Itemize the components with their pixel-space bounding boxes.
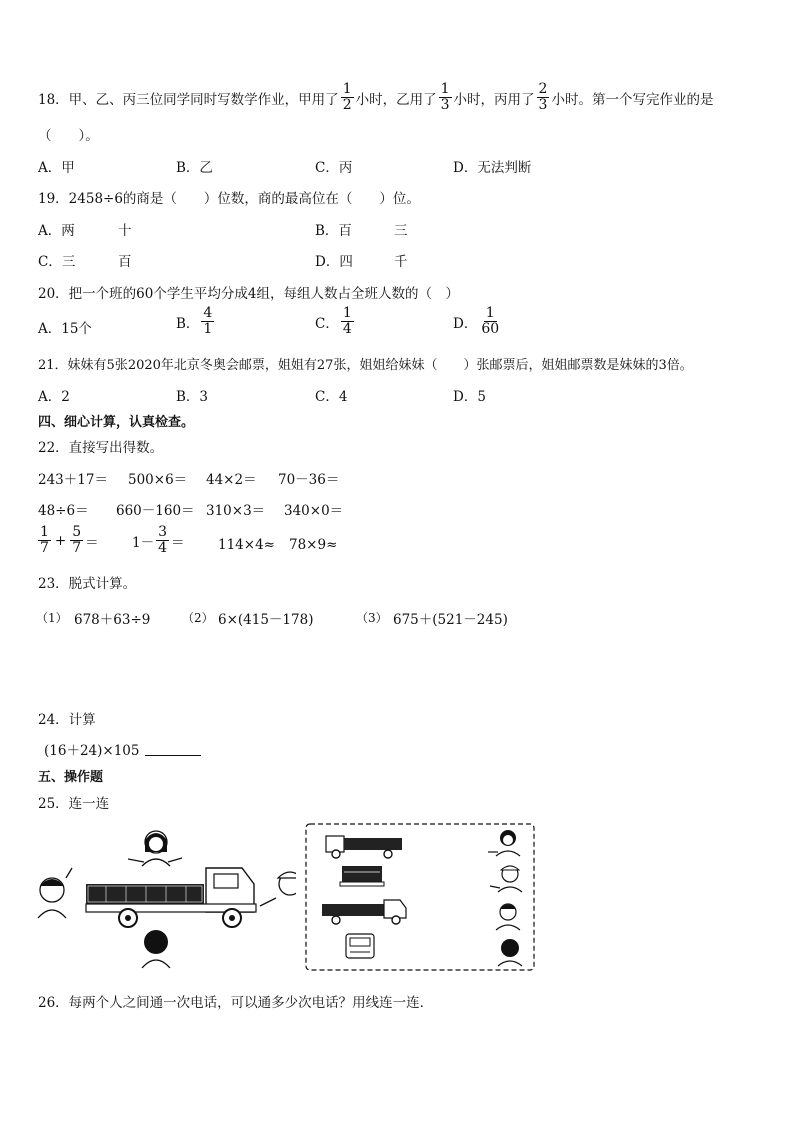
q25-truck-scene	[36, 822, 296, 972]
truck-side-view	[86, 868, 256, 927]
q20-c-num: 1	[342, 305, 352, 321]
q19-option-a: A．两	[38, 223, 75, 239]
view-truck-side-2	[322, 900, 406, 924]
q20-b-den: 1	[203, 321, 213, 337]
q18-option-b: B．乙	[176, 160, 213, 176]
q20-d-den: 60	[481, 321, 500, 337]
boy-left-figure	[38, 868, 72, 918]
q22-r1-b: 500×6＝	[128, 472, 188, 488]
q22-plus: +	[54, 532, 67, 549]
q18-f1-den: 2	[342, 97, 352, 113]
q19-option-b-word: 三	[394, 223, 408, 239]
q24-title: 24．计算	[38, 712, 96, 728]
q26-title: 26．每两个人之间通一次电话，可以通多少次电话？用线连一连．	[38, 995, 434, 1011]
q22-r1-a: 243＋17＝	[38, 472, 108, 488]
q25-title: 25．连一连	[38, 796, 110, 812]
q22-r2-a: 48÷6＝	[38, 503, 89, 519]
q18-part2: 小时，乙用了	[355, 91, 437, 108]
view-person-3-icon	[496, 904, 520, 930]
view-truck-side-1	[326, 836, 402, 858]
view-truck-back	[340, 866, 384, 886]
q22-r3-d: 78×9≈	[289, 537, 338, 553]
q22-title: 22．直接写出得数。	[38, 440, 164, 456]
q24-expression-row	[44, 739, 201, 759]
q19-option-a-word: 十	[118, 223, 132, 239]
q20-b-num: 4	[203, 305, 213, 321]
q22-f1-den: 7	[40, 540, 49, 556]
q18-option-d: D．无法判断	[453, 160, 532, 176]
q18-f3-num: 2	[538, 81, 548, 97]
q23-item1-expr: 678＋63÷9	[74, 612, 151, 628]
q22-r2-c: 310×3＝	[206, 503, 266, 519]
girl-bottom-figure	[142, 930, 170, 968]
q23-title: 23．脱式计算。	[38, 576, 137, 592]
q25-views-box	[304, 822, 536, 972]
boy-right-figure	[260, 872, 296, 906]
q23-item3-label: （3）	[356, 611, 388, 625]
q20-option-c-fraction	[341, 306, 354, 337]
q20-text: 20．把一个班的60个学生平均分成4组，每组人数占全班人数的（ ）	[38, 286, 459, 302]
q18-fraction-bing	[537, 82, 550, 113]
q18-part4: 小时。第一个写完作业的是	[551, 91, 714, 108]
view-person-2-icon	[490, 866, 522, 892]
girl-top-figure	[128, 831, 182, 866]
q22-frac-1-7	[38, 525, 51, 556]
q20-option-c	[315, 306, 356, 337]
q23-item2-expr: 6×(415－178)	[218, 612, 314, 628]
q22-one-minus: 1－	[132, 534, 155, 551]
q20-option-d-fraction	[479, 306, 501, 337]
q24-expr: (16＋24)×105	[44, 743, 140, 759]
q20-option-b-letter: B．	[176, 315, 200, 332]
q18-f2-num: 1	[440, 81, 450, 97]
q20-c-den: 4	[342, 321, 352, 337]
q20-option-d	[453, 306, 503, 337]
q20-d-num: 1	[485, 305, 495, 321]
q19-option-d-word: 千	[394, 254, 408, 270]
q22-r1-c: 44×2＝	[206, 472, 257, 488]
q23-item3-expr: 675＋(521－245)	[393, 612, 508, 628]
q22-frac-3-4	[156, 525, 169, 556]
section4-heading: 四、细心计算，认真检查。	[38, 415, 195, 430]
q18-option-a: A．甲	[38, 160, 75, 176]
q18-f2-den: 3	[440, 97, 450, 113]
q19-option-d: D．四	[315, 254, 353, 270]
q23-item2-label: （2）	[182, 611, 214, 625]
q22-r3-fraction-sum	[36, 525, 99, 556]
view-truck-front	[346, 934, 374, 958]
q19-text: 19．2458÷6的商是（ ）位数，商的最高位在（ ）位。	[38, 191, 420, 207]
q19-option-c-word: 百	[118, 254, 132, 270]
q20-option-b-fraction	[201, 306, 214, 337]
q23-item1-label: （1）	[36, 611, 68, 625]
q18-line1	[38, 82, 713, 113]
q22-r3-fraction-diff	[132, 525, 185, 556]
q22-f3-den: 4	[158, 540, 168, 556]
q21-option-a: A．2	[38, 389, 70, 405]
q22-f2-num: 5	[72, 524, 82, 540]
q18-fraction-yi	[439, 82, 452, 113]
q18-f1-num: 1	[342, 81, 352, 97]
q22-eq: ＝	[85, 534, 99, 551]
q20-option-a: A．15个	[38, 321, 92, 337]
q18-part3: 小时，丙用了	[453, 91, 535, 108]
section5-heading: 五、操作题	[38, 770, 104, 785]
q20-option-d-letter: D．	[453, 315, 478, 332]
q22-f1-num: 1	[40, 524, 49, 540]
view-person-1-icon	[488, 830, 520, 856]
q24-answer-blank[interactable]	[145, 743, 201, 756]
q22-f2-den: 7	[72, 540, 82, 556]
q22-r1-d: 70－36＝	[278, 472, 340, 488]
q20-option-c-letter: C．	[315, 315, 339, 332]
q19-option-c: C．三	[38, 254, 76, 270]
q22-eq2: ＝	[171, 534, 185, 551]
q21-option-b: B．3	[176, 389, 209, 405]
q18-line2: （ ）。	[38, 128, 99, 144]
q22-f3-num: 3	[158, 524, 168, 540]
q22-frac-5-7	[70, 525, 83, 556]
view-person-4-icon	[498, 939, 522, 966]
q22-r2-b: 660－160＝	[116, 503, 195, 519]
q20-option-b	[176, 306, 216, 337]
q18-fraction-jia	[341, 82, 354, 113]
q18-part1: 18．甲、乙、丙三位同学同时写数学作业，甲用了	[38, 91, 339, 108]
q21-option-d: D．5	[453, 389, 486, 405]
q22-r3-c: 114×4≈	[218, 537, 275, 553]
q19-option-b: B．百	[315, 223, 352, 239]
q21-option-c: C．4	[315, 389, 348, 405]
q18-f3-den: 3	[538, 97, 548, 113]
q18-option-c: C．丙	[315, 160, 353, 176]
q22-r2-d: 340×0＝	[284, 503, 344, 519]
q21-text: 21．妹妹有5张2020年北京冬奥会邮票，姐姐有27张，姐姐给妹妹（ ）张邮票后，姐姐邮票数是妹妹的3倍。	[38, 358, 693, 373]
